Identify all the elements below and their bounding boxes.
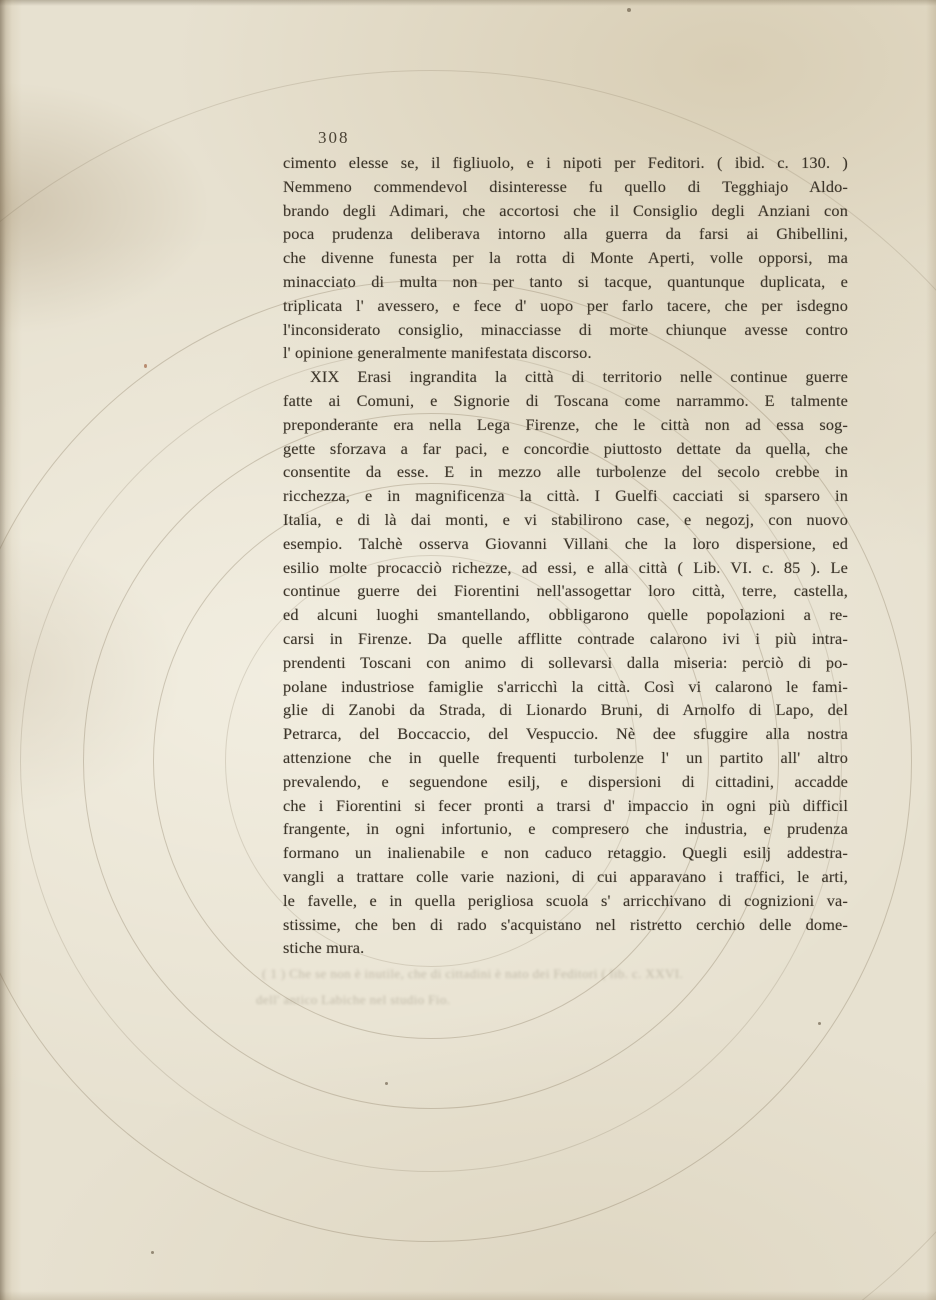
text-line: gette sforzava a far paci, e concordie piuttosto dettate da quella, che: [283, 438, 848, 458]
text-line: glie di Zanobi da Strada, di Lionardo Bruni, di Arnolfo di Lapo, del: [283, 700, 848, 720]
text-line: formano un inalienabile e non caduco retaggio. Quegli esilj addestra-: [283, 843, 848, 863]
text-line: ed alcuni luoghi smantellando, obbligarono quelle popolazioni a re-: [283, 605, 848, 625]
paper-speck: [144, 364, 147, 368]
text-line: minacciato di multa non per tanto si tacque, quantunque duplicata, e: [283, 271, 848, 291]
text-line: Nemmeno commendevol disinteresse fu quello di Tegghiajo Aldo-: [283, 176, 848, 196]
text-line: esilio molte procacciò richezze, ad essi, e alla città ( Lib. VI. c. 85 ). Le: [283, 557, 848, 577]
text-line: poca prudenza deliberava intorno alla guerra da farsi ai Ghibellini,: [283, 224, 848, 244]
text-line: vangli a trattare colle varie nazioni, di cui apparavano i traffici, le arti,: [283, 866, 848, 886]
text-line: XIX Erasi ingrandita la città di territorio nelle continue guerre: [310, 367, 848, 387]
text-line: stissime, che ben di rado s'acquistano nel ristretto cerchio delle dome-: [283, 914, 848, 934]
text-line: consentite da esse. E in mezzo alle turbolenze del secolo crebbe in: [283, 462, 848, 482]
text-line: brando degli Adimari, che accortosi che il Consiglio degli Anziani con: [283, 200, 848, 220]
text-line: esempio. Talchè osserva Giovanni Villani che la loro dispersione, ed: [283, 533, 848, 553]
text-line: ricchezza, e in magnificenza la città. I Guelfi cacciati si sparsero in: [283, 486, 848, 506]
text-line: stiche mura.: [283, 938, 365, 958]
page-number: 308: [318, 128, 350, 147]
text-line: che i Fiorentini si fecer pronti a trarsi d' impaccio in ogni più difficil: [283, 795, 848, 815]
paper-speck: [818, 1022, 821, 1025]
text-line: fatte ai Comuni, e Signorie di Toscana come narrammo. E talmente: [283, 390, 848, 410]
text-line: prendenti Toscani con animo di sollevarsi dalla miseria: perciò di po-: [283, 652, 848, 672]
text-line: triplicata l' avessero, e fece d' uopo per farlo tacere, che per isdegno: [283, 295, 848, 315]
text-line: continue guerre dei Fiorentini nell'assogettar loro città, terre, castella,: [283, 581, 848, 601]
text-line: frangente, in ogni infortunio, e compresero che industria, e prudenza: [283, 819, 848, 839]
paper-speck: [627, 8, 631, 12]
text-line: l'inconsiderato consiglio, minacciasse di morte chiunque avesse contro: [283, 319, 848, 339]
bleedthrough-text: dell' antico Labiche nel studio Fio.: [256, 992, 451, 1007]
text-line: carsi in Firenze. Da quelle afflitte contrade calarono ivi i più intra-: [283, 628, 848, 648]
text-line: Petrarca, del Boccaccio, del Vespuccio. Nè dee sfuggire alla nostra: [283, 724, 848, 744]
text-line: cimento elesse se, il figliuolo, e i nipoti per Feditori. ( ibid. c. 130. ): [283, 153, 848, 172]
text-line: Italia, e di là dai monti, e vi stabilirono case, e negozj, con nuovo: [283, 509, 848, 529]
text-line: polane industriose famiglie s'arricchì la città. Così vi calarono le fami-: [283, 676, 848, 696]
bleedthrough-text: ( 1 ) Che se non è inutile, che di cittadini è nato dei Feditori ( lib. c. XXVI.: [262, 966, 684, 981]
text-line: le favelle, e in quella perigliosa scuola s' arricchivano di cognizioni va-: [283, 890, 848, 910]
text-line: prevalendo, e seguendone esilj, e dispersioni di cittadini, accadde: [283, 771, 848, 791]
text-line: attenzione che in quelle frequenti turbolenze l' un partito all' altro: [283, 747, 848, 767]
paper-speck: [385, 1082, 388, 1085]
text-line: l' opinione generalmente manifestata discorso.: [283, 343, 592, 363]
paper-speck: [151, 1251, 154, 1254]
text-line: preponderante era nella Lega Firenze, che le città non ad essa sog-: [283, 414, 848, 434]
text-line: che divenne funesta per la rotta di Monte Aperti, volle opporsi, ma: [283, 248, 848, 268]
body-text: [283, 151, 848, 960]
